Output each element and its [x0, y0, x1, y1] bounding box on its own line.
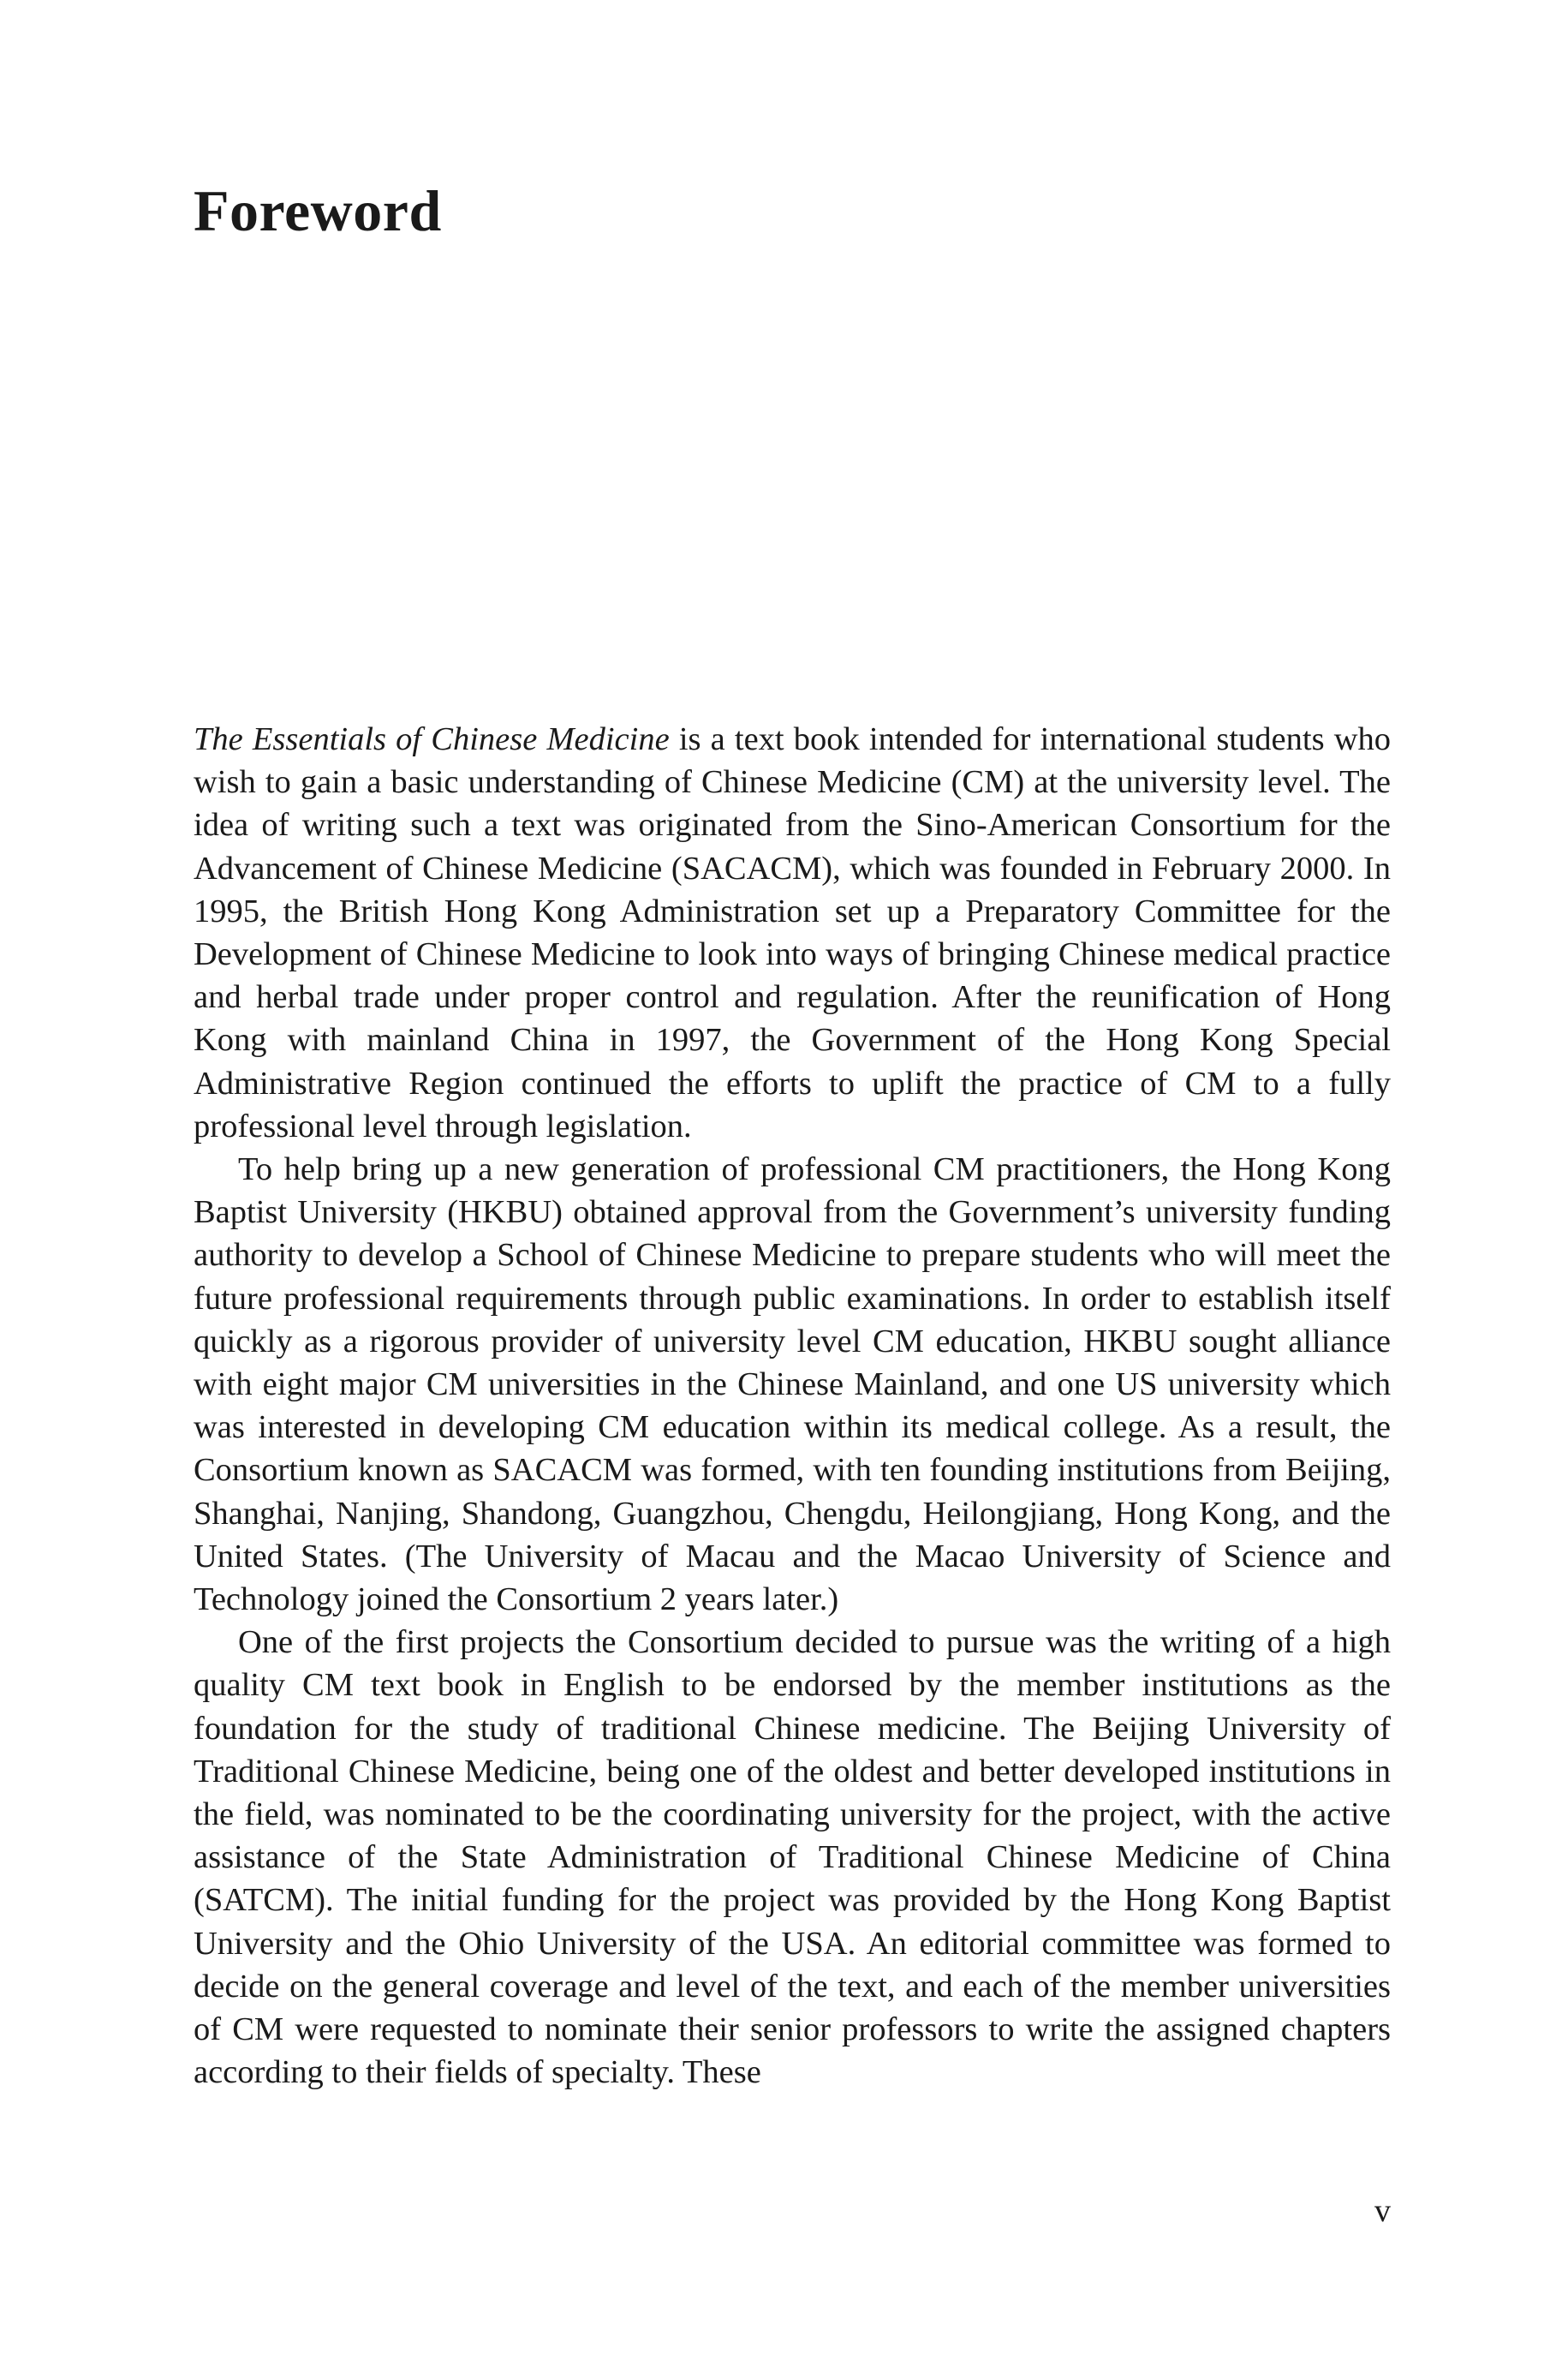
foreword-body — [194, 718, 1391, 2094]
paragraph-1 — [194, 718, 1391, 1148]
paragraph-2: To help bring up a new generation of professional CM practitioners, the Hong Kong Baptist University (HKBU) obtained approval from the Government’s university funding authority to develop a School of Chinese Medicine to prepare students who will meet the future professional requirements through public examinations. In order to establish itself quickly as a rigorous provider of university level CM education, HKBU sought alliance with eight major CM universities in the Chinese Mainland, and one US university which was interested in developing CM education within its medical college. As a result, the Consortium known as SACACM was formed, with ten founding institutions from Beijing, Shanghai, Nanjing, Shandong, Guangzhou, Chengdu, Heilongjiang, Hong Kong, and the United States. (The University of Macau and the Macao University of Science and Technology joined the Consortium 2 years later.) — [194, 1151, 1391, 1618]
paragraph-1-text: is a text book intended for international students who wish to gain a basic understanding of Chinese Medicine (CM) at the university level. The idea of writing such a text was originated from the Sino-American Consortium for the Advancement of Chinese Medicine (SACACM), which was founded in February 2000. In 1995, the British Hong Kong Administration set up a Preparatory Committee for the Development of Chinese Medicine to look into ways of bringing Chinese medical practice and herbal trade under proper control and regulation. After the reunification of Hong Kong with mainland China in 1997, the Government of the Hong Kong Special Administrative Region continued the efforts to uplift the practice of CM to a fully professional level through legislation. — [194, 721, 1392, 1144]
page-number: v — [1374, 2193, 1391, 2229]
paragraph-3: One of the first projects the Consortium decided to pursue was the writing of a high quality CM text book in English to be endorsed by the member institutions as the foundation for the study of traditional Chinese medicine. The Beijing University of Traditional Chinese Medicine, being one of the oldest and better developed institutions in the field, was nominated to be the coordinating university for the project, with the active assistance of the State Administration of Traditional Chinese Medicine of China (SATCM). The initial funding for the project was provided by the Hong Kong Baptist University and the Ohio University of the USA. An editorial committee was formed to decide on the general coverage and level of the text, and each of the member universities of CM were requested to nominate their senior professors to write the assigned chapters according to their fields of specialty. These — [194, 1624, 1391, 2091]
book-title-italic: The Essentials of Chinese Medicine — [194, 721, 670, 757]
chapter-title: Foreword — [194, 178, 442, 243]
